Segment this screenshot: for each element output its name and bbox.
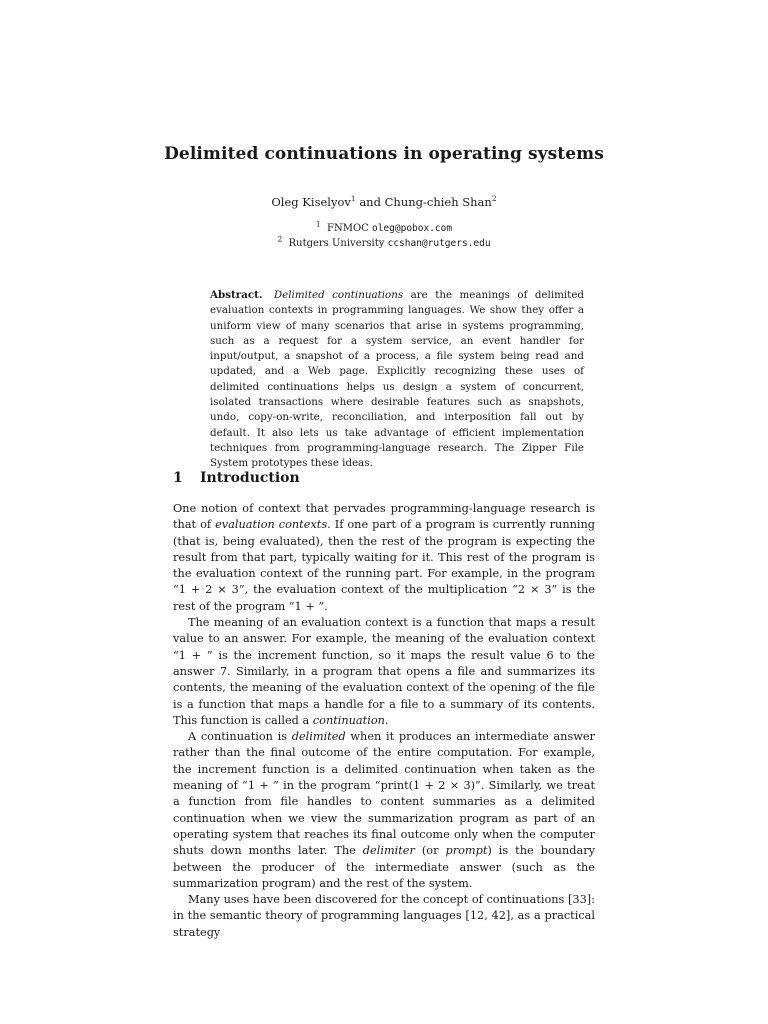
body-text (173, 501, 595, 941)
paragraph-4 (173, 892, 595, 941)
affiliation-2-mark: 2 (277, 234, 283, 244)
affiliation-2 (0, 236, 768, 251)
author-line (0, 195, 768, 209)
affiliation-2-org: Rutgers University (288, 238, 385, 249)
paragraph-3-text-g: ) is the boundary between the producer of the intermediate answer (such as the summarization program) and the rest of the system. (173, 844, 595, 890)
paragraph-3-text-e: (or (421, 844, 439, 858)
abstract-label: Abstract. (210, 289, 263, 301)
paragraph-2-emph: continuation (312, 713, 385, 727)
paragraph-3-emph-prompt: prompt (445, 844, 488, 858)
affiliation-1-mark: 1 (315, 219, 321, 229)
paragraph-2-text-c: . (384, 713, 389, 727)
abstract (210, 288, 584, 472)
paragraph-3-emph-delimiter: delimiter (362, 844, 415, 858)
paragraph-3-text-c: when it produces an intermediate answer rather than the final outcome of the entire computation. For example, the increment function is a delimited continuation when taken as the meaning of “1 + ” in the program “print(1 + 2 × 3)”. Similarly, we treat a function from file handles to content summaries as a delimited continuation when we view the summarization program as part of an operating system that reaches its final outcome only when the computer shuts down months later. The (173, 730, 595, 858)
affiliation-1-email: oleg@pobox.com (372, 223, 453, 234)
paragraph-1-emph: evaluation contexts (215, 518, 328, 532)
author-1-mark: 1 (350, 194, 356, 204)
paragraph-3-text-a: A continuation is (188, 730, 288, 744)
paper-title: Delimited continuations in operating systems (164, 144, 604, 164)
author-connector: and (359, 195, 381, 209)
section-heading (173, 470, 300, 486)
paragraph-1-text-c: . If one part of a program is currently running (that is, being evaluated), then the rest of the program is expecting the result from that part, typically waiting for it. This rest of the program is the evaluation context of the running part. For example, in the program “1 + 2 × 3”, the evaluation context of the multiplication “2 × 3” is the rest of the program “1 + ”. (173, 518, 596, 613)
author-2: Chung-chieh Shan (384, 195, 492, 209)
abstract-text: are the meanings of delimited evaluation contexts in programming languages. We show they offer a uniform view of many scenarios that arise in systems programming, such as a request for a system service, an event handler for input/output, a snapshot of a process, a file system being read and updated, and a Web page. Explicitly recognizing these uses of delimited continuations helps us design a system of concurrent, isolated transactions where desirable features such as snapshots, undo, copy-on-write, reconciliation, and interposition fall out by default. It also lets us take advantage of efficient implementation techniques from programming-language research. The Zipper File System prototypes these ideas. (210, 289, 584, 470)
affiliation-1 (0, 221, 768, 236)
affiliation-1-org: FNMOC (327, 223, 369, 234)
affiliations (0, 221, 768, 251)
paragraph-2 (173, 615, 595, 729)
author-1: Oleg Kiselyov (271, 195, 351, 209)
section-title: Introduction (200, 470, 300, 486)
paragraph-1 (173, 501, 595, 615)
paragraph-1-text-a: One notion of context that pervades programming-language research is that of (173, 502, 595, 532)
paragraph-3 (173, 729, 595, 892)
paragraph-4-text-a: Many uses have been discovered for the concept of continuations [33]: in the semantic theory of programming languages [12, 42], as a practical strategy (173, 893, 595, 939)
abstract-emph: Delimited continuations (273, 289, 404, 301)
author-2-mark: 2 (491, 194, 497, 204)
section-number: 1 (173, 470, 183, 486)
paragraph-2-text-a: The meaning of an evaluation context is a function that maps a result value to an answer. For example, the meaning of the evaluation context “1 + ” is the increment function, so it maps the result value 6 to the answer 7. Similarly, in a program that opens a file and summarizes its contents, the meaning of the evaluation context of the opening of the file is a function that maps a handle for a file to a summary of its contents. This function is called a (173, 616, 595, 727)
affiliation-2-email: ccshan@rutgers.edu (387, 238, 491, 249)
paragraph-3-emph-delimited: delimited (291, 730, 346, 744)
